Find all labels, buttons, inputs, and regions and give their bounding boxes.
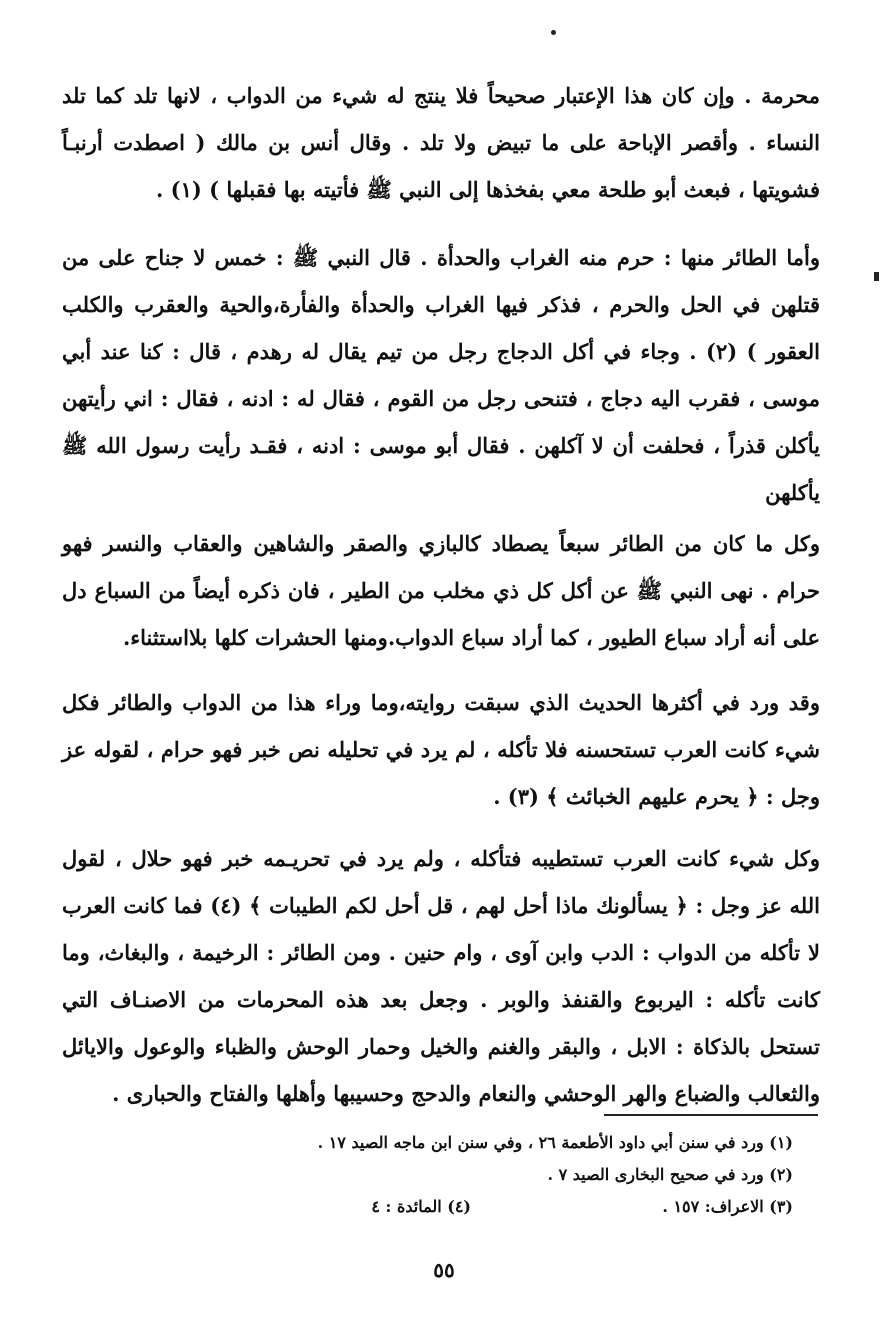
paragraph-5: وكل شيء كانت العرب تستطيبه فتأكله ، ولم يرد في تحريـمه خبر فهو حلال ، لقول الله عز وجل : ﴿ يسألونك ماذا أحل لهم ، قل أحل لكم الطيبات ﴾ (٤) فما كانت العرب لا تأكله من الدواب : الدب وابن آوى ، وام حنين . ومن الطائر : الرخيمة ، والبغاث، وما كانت تأكله : اليربوع والقنفذ والوبر . وجعل بعد هذه المحرمات من الاصنـاف التي تستحل بالذكاة : الابل ، والبقر والغنم والخيل وحمار الوحش والظباء والوعول والايائل والثعالب والضباع والهر الوحشي والنعام والدحج وحسيبها وأهلها والفتاح والحبارى .: [62, 846, 820, 1106]
paragraph-2: وأما الطائر منها : حرم منه الغراب والحدأة . قال النبي ﷺ : خمس لا جناح على من قتلهن في الحل والحرم ، فذكر فيها الغراب والحدأة والفأرة،والحية والعقرب والكلب العقور ) (٢) . وجاء في أكل الدجاج رجل من تيم يقال له رهدم ، قال : كنا عند أبي موسى ، فقرب اليه دجاج ، فتنحى رجل من القوم ، فقال له : ادنه ، فقال : اني رأيتهن يأكلن قذراً ، فحلفت أن لا آكلهن . فقال أبو موسى : ادنه ، فقـد رأيت رسول الله ﷺ يأكلهن: [62, 245, 820, 505]
paragraph-1: محرمة . وإن كان هذا الإعتبار صحيحاً فلا ينتج له شيء من الدواب ، لانها تلد كما تلد النساء . وأقصر الإباحة على ما تبيض ولا تلد . وقال أنس بن مالك ( اصطدت أرنبـاً فشويتها ، فبعث أبو طلحة معي بفخذها إلى النبي ﷺ فأتيته بها فقبلها ) (١) .: [62, 83, 820, 202]
footnote-2: (٢) ورد في صحيح البخارى الصيد ٧ .: [547, 1165, 793, 1184]
top-dot-mark: [551, 30, 556, 35]
page-number: ٥٥: [433, 1258, 455, 1282]
footnote-1: (١) ورد في سنن أبي داود الأطعمة ٢٦ ، وفي سنن ابن ماجه الصيد ١٧ .: [317, 1133, 793, 1152]
paragraph-4: وقد ورد في أكثرها الحديث الذي سبقت روايته،وما وراء هذا من الدواب والطائر فكل شيء كانت العرب تستحسنه فلا تأكله ، لم يرد في تحليله نص خبر فهو حرام ، لقوله عز وجل : ﴿ يحرم عليهم الخبائث ﴾ (٣) .: [62, 690, 820, 809]
footnote-3: (٣) الاعراف: ١٥٧ .: [662, 1197, 793, 1216]
footnote-divider: [604, 1114, 818, 1116]
paragraph-3: وكل ما كان من الطائر سبعاً يصطاد كالبازي والصقر والشاهين والعقاب والنسر فهو حرام . نهى النبي ﷺ عن أكل كل ذي مخلب من الطير ، فان ذكره أيضاً من السباع دل على أنه أراد سباع الطيور ، كما أراد سباع الدواب.ومنها الحشرات كلها بلااستثناء.: [62, 531, 820, 650]
footnote-4: (٤) المائدة : ٤: [371, 1197, 471, 1216]
margin-mark: [874, 272, 879, 281]
